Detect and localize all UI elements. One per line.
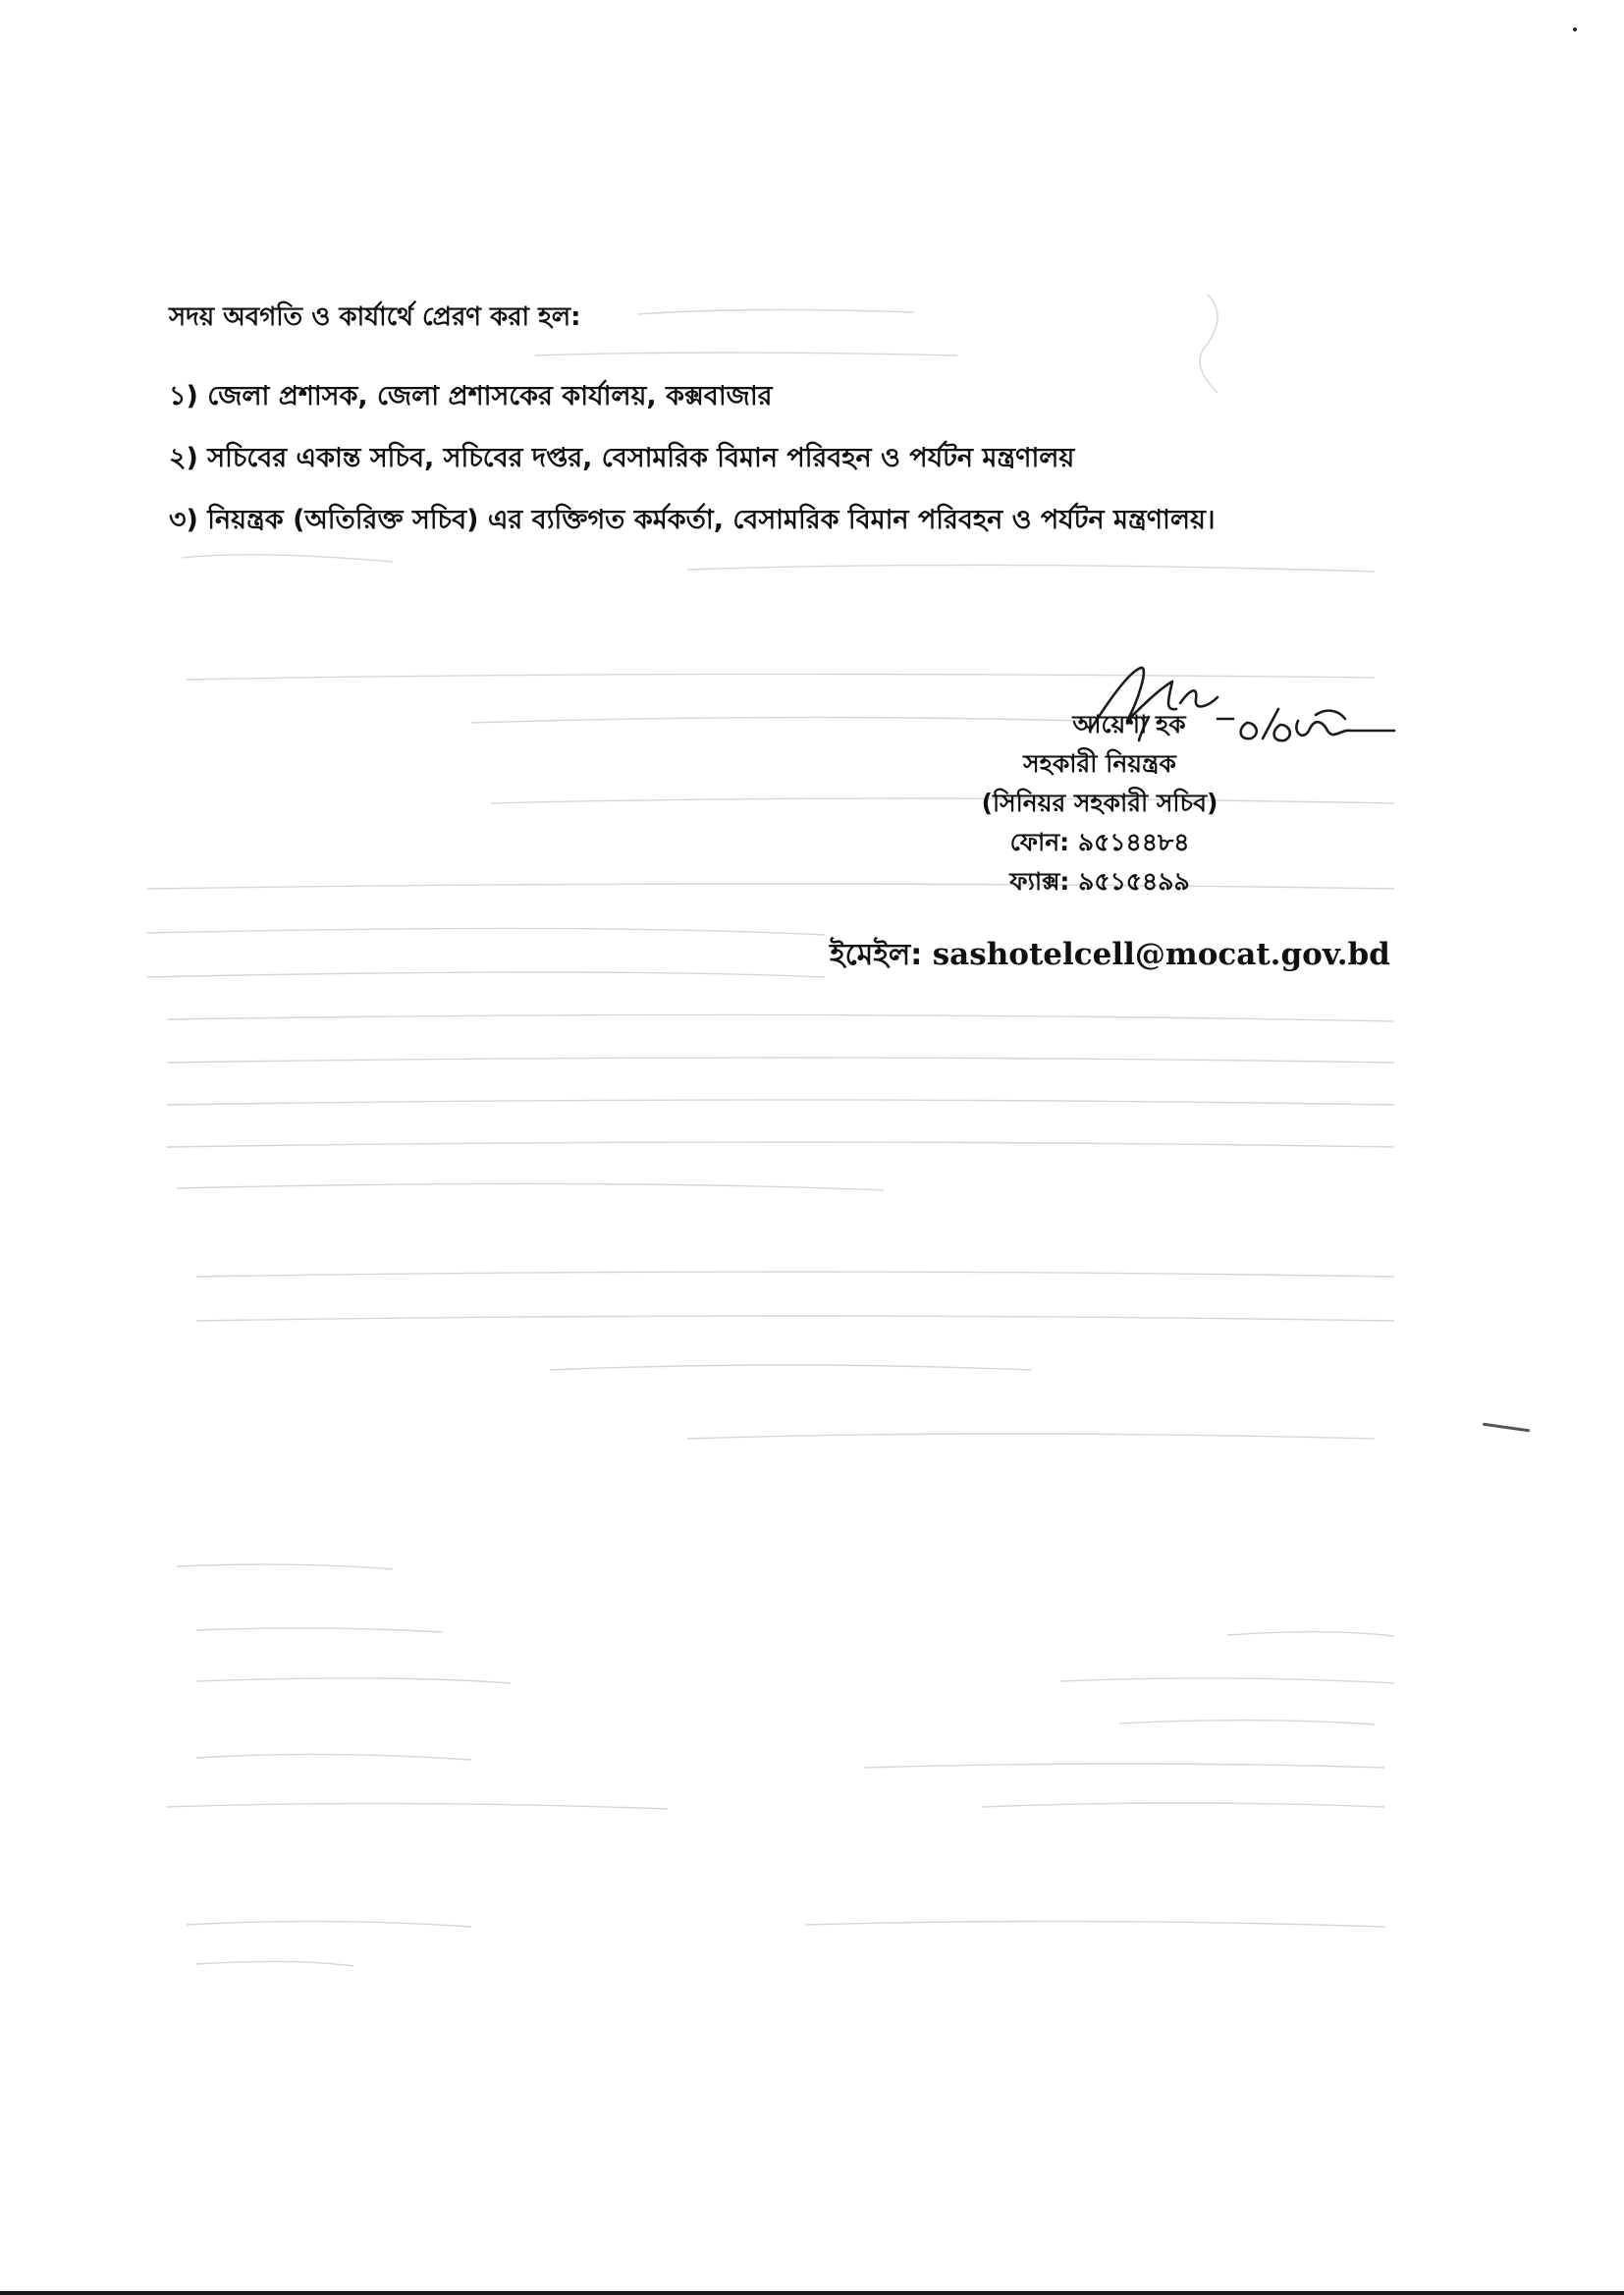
signatory-fax: ফ্যাক্স: ৯৫১৫৪৯৯: [1009, 867, 1190, 896]
signature-block: [825, 705, 1375, 902]
distribution-item: ৩) নিয়ন্ত্রক (অতিরিক্ত সচিব) এর ব্যক্তিগত কর্মকর্তা, বেসামরিক বিমান পরিবহন ও পর্যটন মন্ত্রণালয়।: [169, 505, 1216, 535]
signatory-rank: (সিনিয়র সহকারী সচিব): [981, 789, 1218, 817]
page-bottom-edge: [0, 2291, 1624, 2295]
signatory-designation: সহকারী নিয়ন্ত্রক: [1023, 749, 1176, 778]
scan-speck: [1573, 27, 1577, 31]
signatory-phone: ফোন: ৯৫১৪৪৮৪: [1009, 828, 1190, 856]
distribution-item: ১) জেলা প্রশাসক, জেলা প্রশাসকের কার্যালয়, কক্সবাজার: [169, 381, 773, 411]
distribution-item: ২) সচিবের একান্ত সচিব, সচিবের দপ্তর, বেসামরিক বিমান পরিবহন ও পর্যটন মন্ত্রণালয়: [169, 443, 1075, 473]
signatory-name: আয়েশা হক: [1072, 710, 1186, 738]
email-label: ইমেইল:: [830, 938, 923, 972]
signatory-email-line: [830, 931, 1390, 981]
email-address: sashotelcell@mocat.gov.bd: [932, 937, 1390, 972]
forwarding-note: সদয় অবগতি ও কার্যার্থে প্রেরণ করা হল:: [169, 302, 581, 332]
distribution-list: [169, 365, 1216, 551]
